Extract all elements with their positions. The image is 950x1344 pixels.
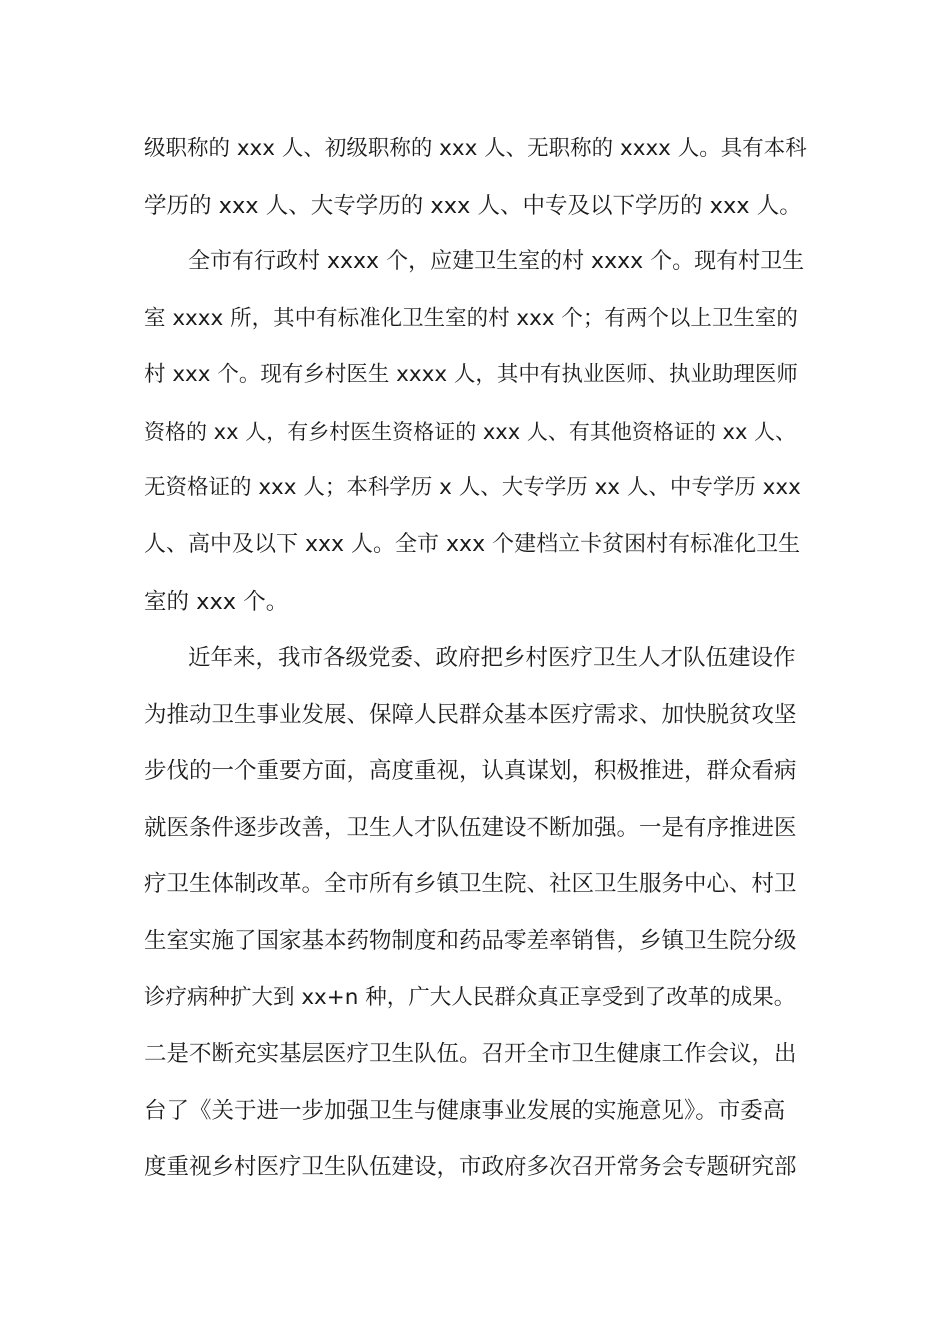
text-line: 无资格证的 xxx 人；本科学历 x 人、大专学历 xx 人、中专学历 xxx bbox=[144, 475, 801, 500]
text-line: 村 xxx 个。现有乡村医生 xxxx 人，其中有执业医师、执业助理医师 bbox=[144, 362, 798, 387]
text-line: 就医条件逐步改善，卫生人才队伍建设不断加强。一是有序推进医 bbox=[144, 815, 797, 841]
text-line: 人、高中及以下 xxx 人。全市 xxx 个建档立卡贫困村有标准化卫生 bbox=[144, 532, 801, 557]
text-line: 学历的 xxx 人、大专学历的 xxx 人、中专及以下学历的 xxx 人。 bbox=[144, 193, 802, 219]
text-line: 级职称的 xxx 人、初级职称的 xxx 人、无职称的 xxxx 人。具有本科 bbox=[144, 136, 807, 161]
text-line: 诊疗病种扩大到 xx+n 种，广大人民群众真正享受到了改革的成果。 bbox=[144, 985, 796, 1010]
text-line: 室的 xxx 个。 bbox=[144, 589, 289, 615]
text-line: 生室实施了国家基本药物制度和药品零差率销售，乡镇卫生院分级 bbox=[144, 928, 797, 954]
paragraph-start-line: 全市有行政村 xxxx 个，应建卫生室的村 xxxx 个。现有村卫生 bbox=[188, 249, 805, 274]
text-line: 度重视乡村医疗卫生队伍建设，市政府多次召开常务会专题研究部 bbox=[144, 1154, 797, 1180]
text-line: 为推动卫生事业发展、保障人民群众基本医疗需求、加快脱贫攻坚 bbox=[144, 702, 797, 728]
paragraph-start-line: 近年来，我市各级党委、政府把乡村医疗卫生人才队伍建设作 bbox=[188, 645, 796, 671]
text-line: 室 xxxx 所，其中有标准化卫生室的村 xxx 个；有两个以上卫生室的 bbox=[144, 306, 798, 331]
text-line: 疗卫生体制改革。全市所有乡镇卫生院、社区卫生服务中心、村卫 bbox=[144, 871, 797, 897]
text-line: 步伐的一个重要方面，高度重视，认真谋划，积极推进，群众看病 bbox=[144, 758, 797, 784]
text-line: 资格的 xx 人，有乡村医生资格证的 xxx 人、有其他资格证的 xx 人、 bbox=[144, 420, 797, 444]
text-line: 二是不断充实基层医疗卫生队伍。召开全市卫生健康工作会议，出 bbox=[144, 1041, 797, 1067]
text-line: 台了《关于进一步加强卫生与健康事业发展的实施意见》。市委高 bbox=[144, 1098, 786, 1124]
